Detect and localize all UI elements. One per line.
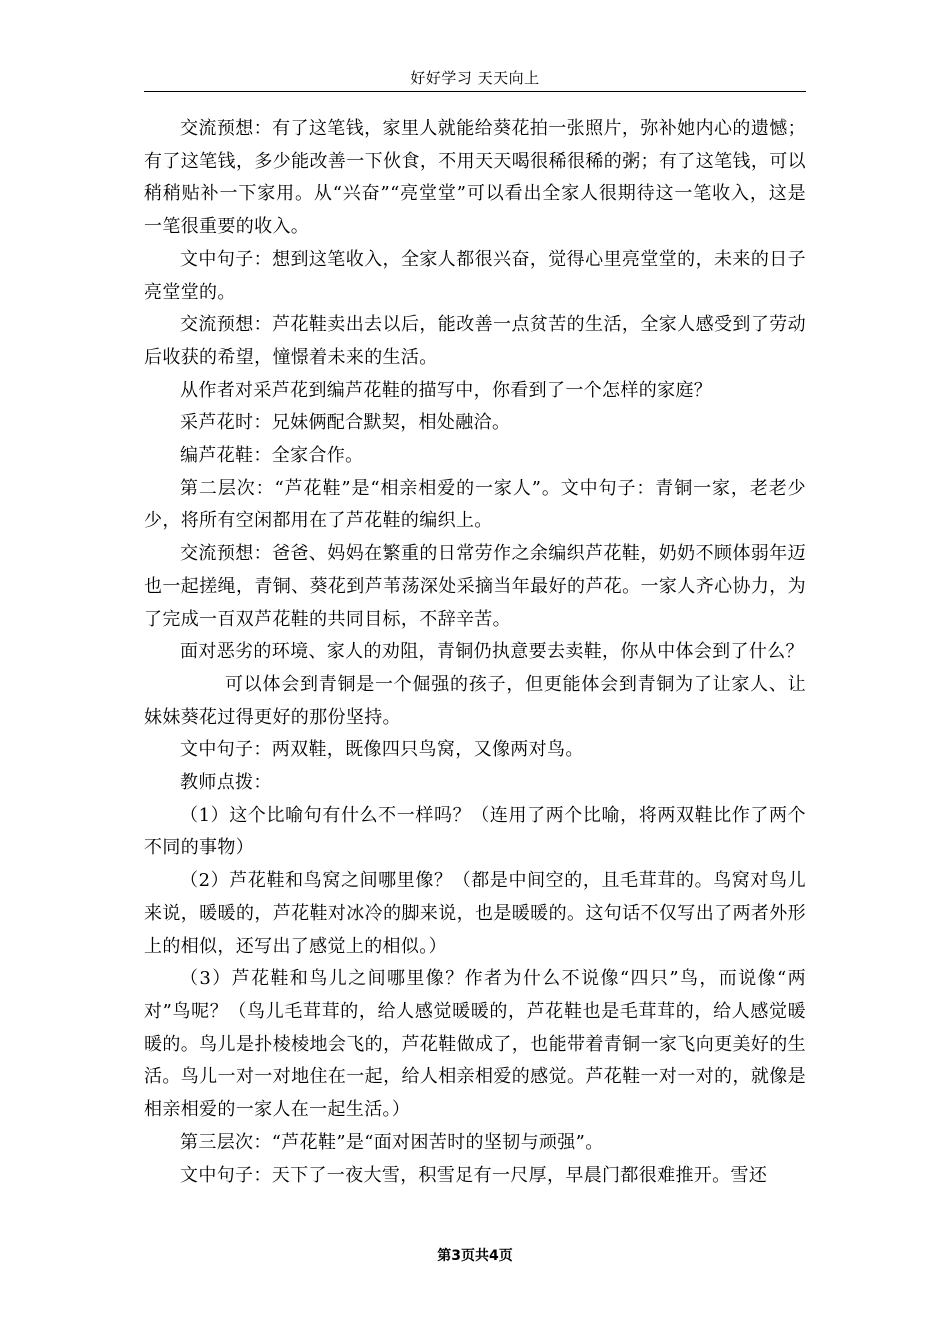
paragraph-6: 编芦花鞋：全家合作。 [180,445,364,467]
paragraph-8: 交流预想：爸爸、妈妈在繁重的日常劳作之余编织芦花鞋，奶奶不顾体弱年迈也一起搓绳，青铜、葵花到芦苇荡深处采摘当年最好的芦花。一家人齐心协力，为了完成一百双芦花鞋的共同目标，不辞辛苦。 [144,543,806,630]
paragraph-5: 采芦花时：兄妹俩配合默契，相处融洽。 [180,412,511,434]
page-header: 好好学习 天天向上 [410,69,540,87]
paragraph-2: 文中句子：想到这笔收入，全家人都很兴奋，觉得心里亮堂堂的，未来的日子亮堂堂的。 [144,248,806,303]
paragraph-1: 交流预想：有了这笔钱，家里人就能给葵花拍一张照片，弥补她内心的遗憾；有了这笔钱，多少能改善一下伙食，不用天天喝很稀很稀的粥；有了这笔钱，可以稍稍贴补一下家用。从“兴奋”“亮堂堂”可以看出全家人很期待这一笔收入，这是一笔很重要的收入。 [144,118,806,238]
paragraph-4: 从作者对采芦花到编芦花鞋的描写中，你看到了一个怎样的家庭？ [180,379,713,401]
document-body [144,113,806,1192]
paragraph-14: （2）芦花鞋和鸟窝之间哪里像？（都是中间空的，且毛茸茸的。鸟窝对鸟儿来说，暖暖的，芦花鞋对冰冷的脚来说，也是暖暖的。这句话不仅写出了两者外形上的相似，还写出了感觉上的相似。） [144,870,806,957]
paragraph-11: 文中句子：两双鞋，既像四只鸟窝，又像两对鸟。 [180,739,584,761]
paragraph-10: 可以体会到青铜是一个倔强的孩子，但更能体会到青铜为了让家人、让妹妹葵花过得更好的那份坚持。 [144,673,806,728]
paragraph-17: 文中句子：天下了一夜大雪，积雪足有一尺厚，早晨门都很难推开。雪还 [180,1164,768,1186]
paragraph-16: 第三层次：“芦花鞋”是“面对困苦时的坚韧与顽强”。 [180,1131,604,1153]
paragraph-12: 教师点拨： [180,772,272,794]
page-number: 第3页共4页 [437,1248,513,1264]
paragraph-15: （3）芦花鞋和鸟儿之间哪里像？作者为什么不说像“四只”鸟，而说像“两对”鸟呢？（鸟儿毛茸茸的，给人感觉暖暖的，芦花鞋也是毛茸茸的，给人感觉暖暖的。鸟儿是扑棱棱地会飞的，芦花鞋做成了，也能带着青铜一家飞向更美好的生活。鸟儿一对一对地住在一起，给人相亲相爱的感觉。芦花鞋一对一对的，就像是相亲相爱的一家人在一起生活。） [144,968,806,1121]
paragraph-9: 面对恶劣的环境、家人的劝阻，青铜仍执意要去卖鞋，你从中体会到了什么？ [180,641,804,663]
paragraph-7: 第二层次：“芦花鞋”是“相亲相爱的一家人”。文中句子：青铜一家，老老少少，将所有空闲都用在了芦花鞋的编织上。 [144,477,806,532]
paragraph-13: （1）这个比喻句有什么不一样吗？（连用了两个比喻，将两双鞋比作了两个不同的事物） [144,804,806,859]
header-divider [144,91,806,92]
paragraph-3: 交流预想：芦花鞋卖出去以后，能改善一点贫苦的生活，全家人感受到了劳动后收获的希望，憧憬着未来的生活。 [144,314,806,368]
